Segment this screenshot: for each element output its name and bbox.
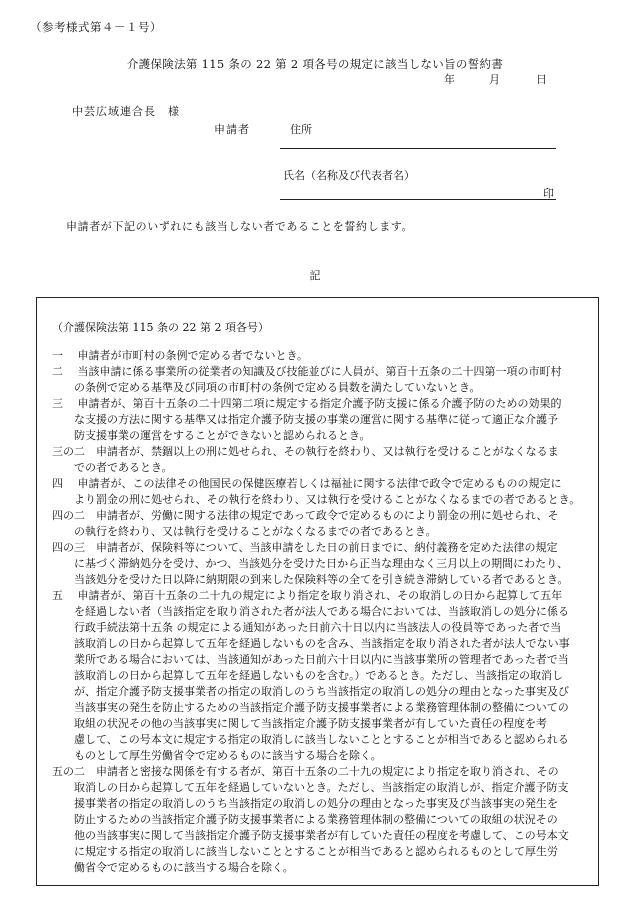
clause-line: での者であるとき。 [52,461,173,474]
clause-line: が、指定介護予防支援事業者の指定の取消しのうち当該指定の取消しの処分の理由となった事実及び [52,685,569,698]
clause-line: 働省令で定めるものに該当する場合を除く。 [52,861,294,874]
clause-line: 取消しの日から起算して五年を経過していないとき。ただし、当該指定の取消しが、指定介護予防支 [52,781,569,794]
clause-line: の条例で定める基準及び同項の市町村の条例で定める員数を満たしていないとき。 [52,381,481,394]
name-label: 氏名（名称及び代表者名） [283,169,415,182]
ki-heading: 記 [309,269,321,282]
clause-line: な支援の方法に関する基準又は指定介護予防支援の事業の運営に関する基準に従って適正な介護予 [52,413,558,426]
clause-line: ものとして厚生労働省令で定めるものに該当する場合を除く。 [52,749,382,762]
clause-line: 防支援事業の運営をすることができないと認められるとき。 [52,429,371,442]
clause-line: 当該事実の発生を防止するための当該指定介護予防支援事業者による業務管理体制の整備についての [52,701,569,714]
name-underline [280,199,556,200]
clause-line: の執行を終わり、又は執行を受けることがなくなるまでの者であるとき。 [52,525,437,538]
clause-line: 四の三 申請者が、保険料等について、当該申請をした日の前日までに、納付義務を定めた法律の規定 [52,541,558,554]
clause-line: 五の二 申請者と密接な関係を有する者が、第百十五条の二十九の規定により指定を取り消され、その [52,765,559,778]
clause-line: 当該処分を受けた日以降に納期限の到来した保険料等の全てを引き続き滞納している者であるとき。 [52,573,569,586]
clause-line: を経過しない者（当該指定を取り消された者が法人である場合においては、当該取消しの処分に係る [52,605,569,618]
clause-line: 一 申請者が市町村の条例で定める者でないとき。 [52,349,309,362]
pledge-statement: 申請者が下記のいずれにも該当しない者であることを誓約します。 [66,220,414,233]
clause-line: 二 当該申請に係る事業所の従業者の知識及び技能並びに人員が、第百十五条の二十四第一項の市町村 [52,365,562,378]
clause-line: 三の二 申請者が、禁錮以上の刑に処せられ、その執行を終わり、又は執行を受けることがなくなるま [52,445,559,458]
clause-line: 援事業者の指定の取消しのうち当該指定の取消しの処分の理由となった事実及び当該事実の発生を [52,797,558,810]
clause-line: 防止するための当該指定介護予防支援事業者による業務管理体制の整備についての取組の状況その [52,813,558,826]
form-number: （参考様式第４－１号） [30,20,162,34]
clauses-heading: （介護保険法第 115 条の 22 第 2 項各号） [52,321,269,334]
clause-line: 慮して、この号本文に規定する指定の取消しに該当しないこととすることが相当であると認められる [52,733,569,746]
clause-line: 取組の状況その他の当該事実に関して当該指定介護予防支援事業者が有していた責任の程度を考 [52,717,547,730]
address-underline [280,148,556,149]
address-label: 住所 [290,123,312,136]
clause-line: 他の当該事実に関して当該指定介護予防支援事業者が有していた責任の程度を考慮して、この号本文 [52,829,569,842]
clause-line: 四の二 申請者が、労働に関する法律の規定であって政令で定めるものにより罰金の刑に処せられ、そ [52,509,559,522]
clause-line: 該取消しの日から起算して五年を経過しないものを含み、当該指定を取り消された者が法人でない事 [52,637,570,650]
clause-line: 業所である場合においては、当該通知があった日前六十日以内に当該事業所の管理者であった者で当 [52,653,569,666]
clause-line: 該取消しの日から起算して五年を経過しないものを含む。）であるとき。ただし、当該指定の取消し [52,669,564,682]
clause-line: 五 申請者が、第百十五条の二十九の規定により指定を取り消され、その取消しの日から起算して五年 [52,589,563,602]
clause-line: 四 申請者が、この法律その他国民の保健医療若しくは福祉に関する法律で政令で定めるものの規定に [52,477,562,490]
date-day: 日 [536,73,547,86]
clause-line: より罰金の刑に処せられ、その執行を終わり、又は執行を受けることがなくなるまでの者であるとき。 [52,493,581,506]
clause-line: に基づく滞納処分を受け、かつ、当該処分を受けた日から正当な理由なく三月以上の期間にわたり、 [52,557,569,570]
clause-line: 行政手続法第十五条 の規定による通知があった日前六十日以内に当該法人の役員等であった者で当 [52,621,562,634]
applicant-label: 申請者 [214,123,250,136]
date-year: 年 [444,73,455,86]
date-month: 月 [489,73,500,86]
document-title: 介護保険法第 115 条の 22 第 2 項各号の規定に該当しない旨の誓約書 [126,57,504,71]
seal-mark: 印 [543,187,554,200]
clause-line: に規定する指定の取消しに該当しないこととすることが相当であると認められるものとして厚生労 [52,845,558,858]
clause-line: 三 申請者が、第百十五条の二十四第二項に規定する指定介護予防支援に係る介護予防のための効果的 [52,397,562,410]
addressee: 中芸広域連合長 様 [72,105,180,118]
